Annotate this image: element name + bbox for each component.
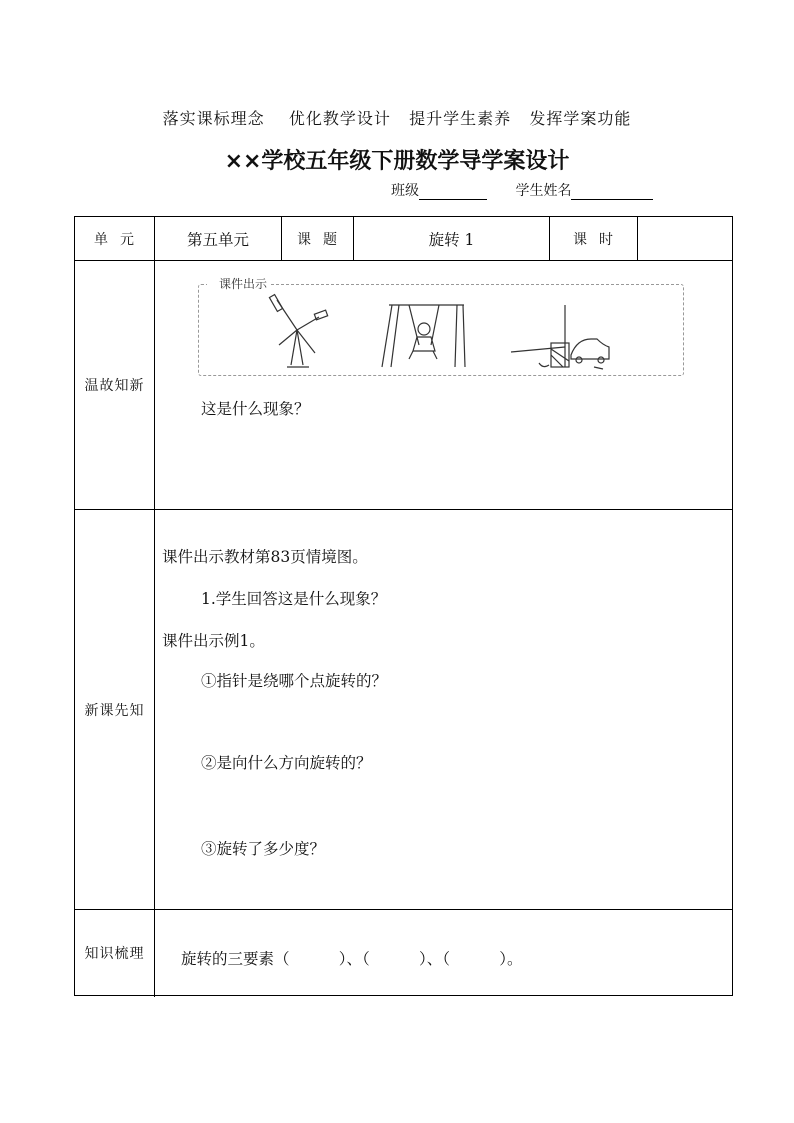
preview-question-2: ②是向什么方向旋转的？ [201,754,372,772]
topic-label: 课 题 [297,231,338,248]
preview-line-3: 课件出示例1。 [162,632,265,650]
topic-value-cell [354,217,549,260]
row-divider [75,909,732,910]
preview-question-1: ①指针是绕哪个点旋转的？ [201,672,388,690]
summary-text[interactable]: 旋转的三要素（ ）、（ ）、（ ）。 [181,950,523,968]
student-name-label: 学生姓名 [515,183,572,199]
swing-icon [382,305,465,367]
period-label-cell [550,217,637,260]
preview-line-2: 1.学生回答这是什么现象？ [201,590,387,608]
summary-label: 知识梳理 [84,945,145,962]
unit-label: 单 元 [94,231,135,248]
unit-value: 第五单元 [186,230,249,249]
preview-question-3: ③旋转了多少度？ [201,840,326,858]
student-name-blank[interactable] [571,183,653,200]
unit-value-cell [155,217,281,260]
preview-label-cell [75,510,154,909]
page-title: ××学校五年级下册数学导学案设计 [224,149,570,174]
topic-label-cell [282,217,353,260]
topic-value: 旋转 1 [428,230,475,249]
review-label-cell [75,261,154,509]
courseware-figure [198,284,684,376]
student-info [391,180,653,200]
row-divider [75,260,732,261]
summary-label-cell [75,910,154,995]
preview-label: 新课先知 [84,702,145,719]
windmill-icon [269,295,327,367]
unit-label-cell [75,217,154,260]
header-motto: 落实课标理念 优化教学设计 提升学生素养 发挥学案功能 [162,109,632,128]
lesson-table [74,216,733,996]
rotation-illustrations [199,285,683,375]
figure-caption: 课件出示 [207,275,271,292]
class-label: 班级 [391,183,419,199]
review-label: 温故知新 [84,378,145,394]
period-value-cell[interactable] [638,217,732,260]
period-label: 课 时 [573,231,614,248]
preview-line-1: 课件出示教材第83页情境图。 [162,548,368,566]
class-blank[interactable] [419,183,487,200]
review-question: 这是什么现象？ [201,400,310,418]
col-divider [154,217,155,997]
barrier-gate-icon [511,305,609,369]
row-divider [75,509,732,510]
